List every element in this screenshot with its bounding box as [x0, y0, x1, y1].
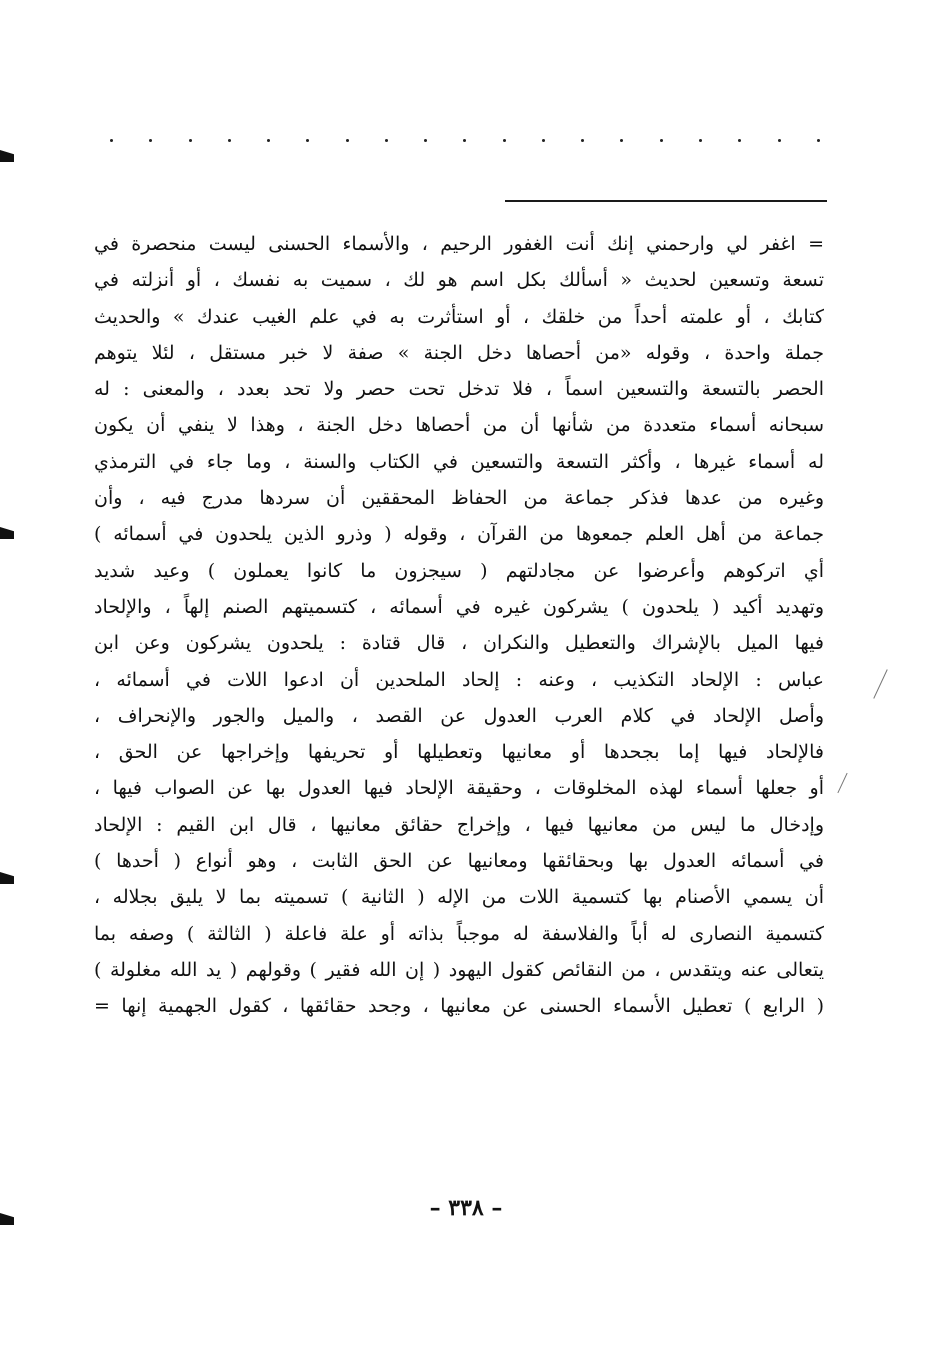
text-line: ( الرابع ) تعطيل الأسماء الحسنى عن معانيها ، وجحد حقائقها ، كقول الجهمية إنها =: [94, 995, 824, 1018]
text-line: في أسمائه العدول بها وبحقائقها ومعانيها عن الحق الثابت ، وهو أنواع ( أحدها ): [94, 850, 824, 873]
separator-dot: [424, 139, 427, 142]
text-line: سبحانه أسماء متعددة من شأنها أن من أحصاها دخل الجنة ، وهذا لا ينفي أن يكون: [94, 414, 824, 437]
separator-dot: [306, 139, 309, 142]
text-line: له أسماء غيرها ، وأكثر التسعة والتسعين في الكتاب والسنة ، وما جاء في الترمذي: [94, 450, 824, 473]
text-line: أو جعلها أسماء لهذه المخلوقات ، وحقيقة الإلحاد فيها العدول بها عن الصواب فيها ،: [94, 777, 824, 800]
text-line: = اغفر لي وارحمني إنك أنت الغفور الرحيم ، والأسماء الحسنى ليست منحصرة في: [94, 233, 824, 255]
separator-dot: [110, 139, 113, 142]
separator-dot: [817, 139, 820, 142]
dotted-separator: [110, 135, 820, 145]
text-line: جملة واحدة ، وقوله «من أحصاها دخل الجنة » صفة لا خبر مستقل ، لئلا يتوهم: [94, 341, 824, 364]
separator-dot: [228, 139, 231, 142]
text-line: وغيره من عدها فذكر جماعة من الحفاظ المحققين أن سردها مدرج فيه ، وأن: [94, 487, 824, 510]
text-line: فيها الميل بالإشراك والتعطيل والنكران ، قال قتادة : يلحدون يشركون وعن ابن: [94, 632, 824, 655]
text-line: وإدخال ما ليس من معانيها فيها ، وإخراج حقائق معانيها ، قال ابن القيم : الإلحاد: [94, 813, 824, 836]
separator-dot: [503, 139, 506, 142]
text-line: فالإلحاد فيها إما بجحدها أو معانيها وتعطيلها أو تحريفها وإخراجها عن الحق ،: [94, 741, 824, 764]
footnote-rule: [505, 200, 827, 202]
scan-stray-stroke: [873, 669, 887, 698]
text-line: كتابك ، أو علمته أحداً من خلقك ، أو استأثرت به في علم الغيب عندك » والحديث: [94, 305, 824, 328]
text-line: جماعة من أهل العلم جمعوها من القرآن ، وقوله ( وذرو الذين يلحدون في أسمائه ): [94, 523, 824, 546]
separator-dot: [581, 139, 584, 142]
text-line: أن يسمي الأصنام بها كتسمية اللات من الإله ( الثانية ) تسميته بما لا يليق بجلاله ،: [94, 886, 824, 909]
separator-dot: [660, 139, 663, 142]
text-line: الحصر بالتسعة والتسعين اسماً ، فلا تدخل تحت حصر ولا تحد بعدد ، والمعنى : له: [94, 378, 824, 401]
page-number: – ٣٣٨ –: [429, 1195, 503, 1221]
text-line: عباس : الإلحاد التكذيب ، وعنه : إلحاد الملحدين أن ادعوا اللات في أسمائه ،: [94, 668, 824, 691]
scan-edge-mark: [0, 527, 14, 539]
scan-edge-mark: [0, 150, 14, 162]
text-line: أي اتركوهم وأعرضوا عن مجادلتهم ( سيجزون ما كانوا يعملون ) وعيد شديد: [94, 559, 824, 582]
text-line: وتهديد أكيد ( يلحدون ) يشركون غيره في أسمائه ، كتسميتهم الصنم إلهاً ، والإلحاد: [94, 595, 824, 618]
separator-dot: [149, 139, 152, 142]
separator-dot: [189, 139, 192, 142]
separator-dot: [738, 139, 741, 142]
separator-dot: [778, 139, 781, 142]
text-line: تسعة وتسعين لحديث « أسألك بكل اسم هو لك ، سميت به نفسك ، أو أنزلته في: [94, 269, 824, 292]
text-line: وأصل الإلحاد في كلام العرب العدول عن القصد ، والميل والجور والإنحراف ،: [94, 704, 824, 727]
separator-dot: [699, 139, 702, 142]
footnote-text: [94, 226, 824, 1025]
separator-dot: [385, 139, 388, 142]
scan-edge-mark: [0, 872, 14, 884]
scan-stray-stroke: [837, 773, 847, 793]
separator-dot: [346, 139, 349, 142]
separator-dot: [542, 139, 545, 142]
separator-dot: [463, 139, 466, 142]
separator-dot: [620, 139, 623, 142]
text-line: كتسمية النصارى له أباً والفلاسفة له موجباً بذاته أو علة فاعلة ( الثالثة ) وصفه بما: [94, 922, 824, 945]
separator-dot: [267, 139, 270, 142]
text-line: يتعالى عنه ويتقدس ، من النقائص كقول اليهود ( إن الله فقير ) وقولهم ( يد الله مغلولة ): [94, 958, 824, 981]
